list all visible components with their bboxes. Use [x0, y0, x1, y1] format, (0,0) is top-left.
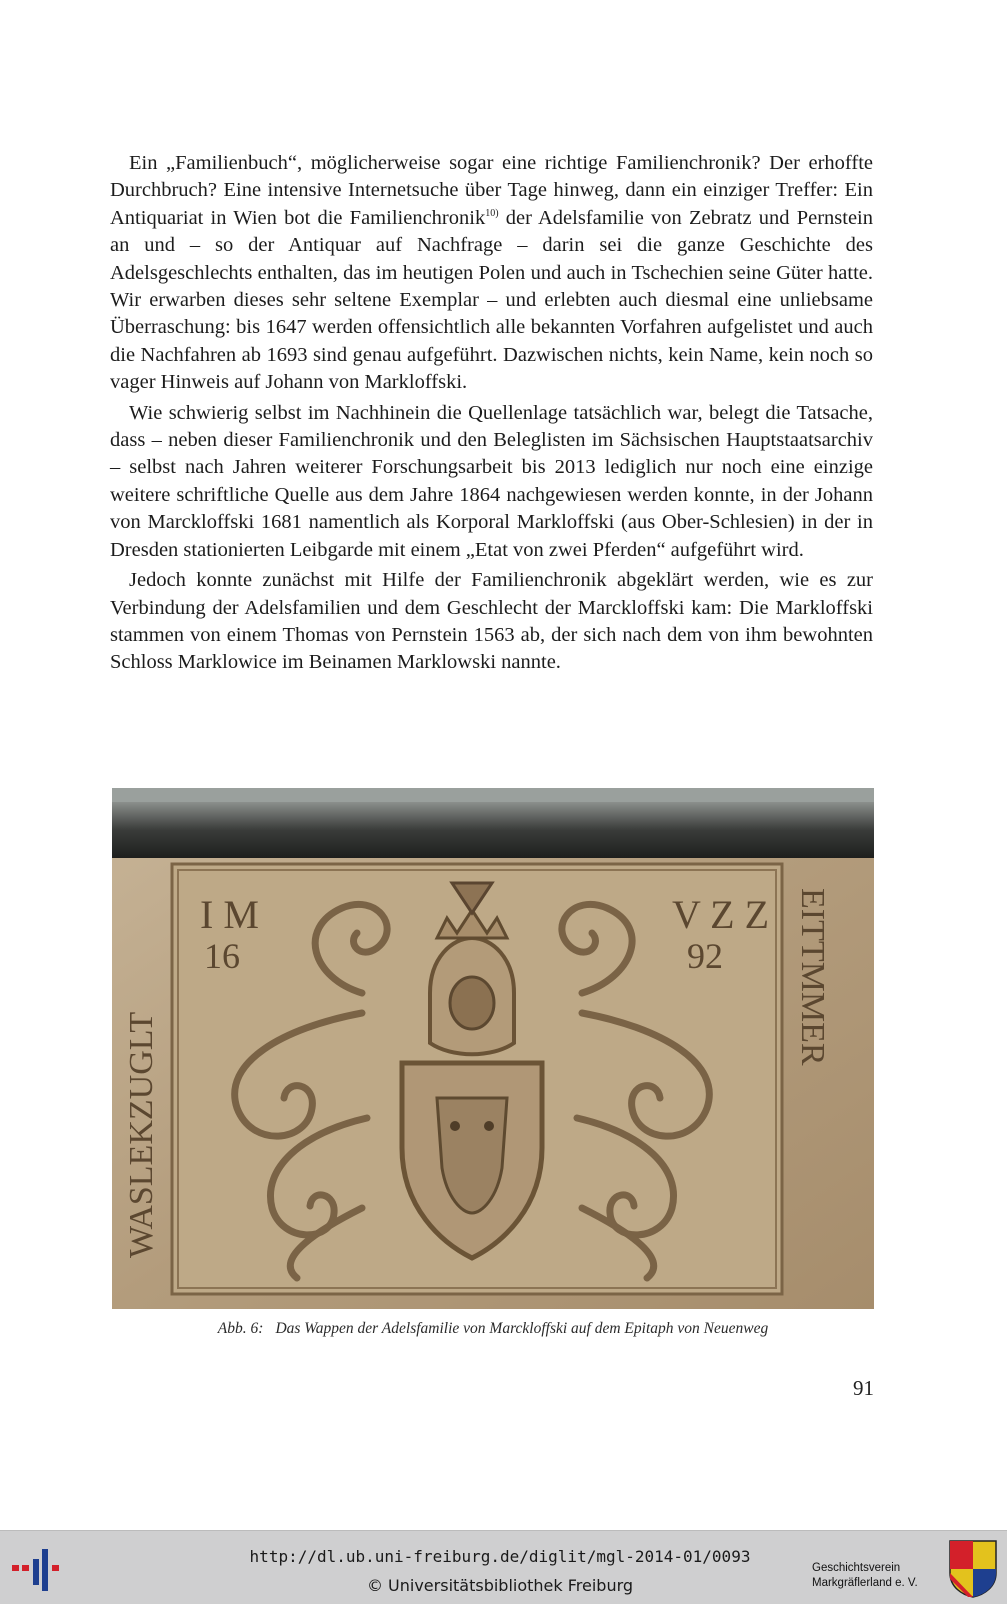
figure-caption	[112, 1320, 874, 1338]
paragraph-1-text-b: der Adelsfamilie von Zebratz und Pernstein an und – so der Antiquar auf Nachfrage – darin sei die ganze Geschichte des Adelsgeschlechts enthalten, das im heutigen Polen und auch in Tschechien seine Güter hatte. Wir erwarben dieses sehr seltene Exemplar – und erlebten auch diesmal eine unliebsame Überraschung: bis 1647 werden offensichtlich alle bekannten Vorfahren aufgelistet und auch die Nachfahren ab 1693 sind genau aufgeführt. Dazwischen nichts, kein Name, kein noch so vager Hinweis auf Johann von Markloffski.	[110, 206, 873, 394]
society-shield-icon	[948, 1539, 998, 1599]
carved-date-left: 16	[204, 936, 240, 976]
paragraph-1-text-a: Ein „Familienbuch“, möglicherweise sogar eine richtige Familienchronik? Der erhoffte Durchbruch? Eine intensive Internetsuche über Tage hinweg, dann ein einziger Treffer: Ein Antiquariat in Wien bot die Familienchronik	[110, 152, 873, 229]
figure-label: Abb. 6:	[217, 1320, 264, 1337]
figure-caption-text: Das Wappen der Adelsfamilie von Marckloffski auf dem Epitaph von Neuenweg	[275, 1320, 769, 1337]
carved-initials-right: V Z Z	[672, 892, 770, 937]
society-name-line2: Markgräflerland e. V.	[812, 1577, 918, 1589]
coat-of-arms-relief	[112, 788, 874, 1309]
paragraph-2: Wie schwierig selbst im Nachhinein die Quellenlage tatsächlich war, belegt die Tatsache, dass – neben dieser Familienchronik und den Beleglisten im Sächsischen Hauptstaatsarchiv – selbst nach Jahren weiterer Forschungsarbeit bis 2013 lediglich nur noch eine einzige weitere schriftliche Quelle aus dem Jahre 1864 nachgewiesen werden konnte, in der Johann von Marckloffski 1681 namentlich als Korporal Markloffski (aus Ober-Schlesien) in der in Dresden stationierten Leibgarde mit einem „Etat von zwei Pferden“ aufgeführt wird.	[110, 401, 873, 561]
carved-initials-left: I M	[200, 892, 259, 937]
body-text	[110, 150, 873, 680]
ub-freiburg-logo-icon	[12, 1545, 64, 1591]
carved-date-right: 92	[687, 936, 723, 976]
page-number: 91	[853, 1376, 874, 1400]
epitaph-photo	[112, 788, 874, 1309]
border-inscription-left: WASLEKZUGLT	[123, 1011, 160, 1258]
paragraph-3: Jedoch konnte zunächst mit Hilfe der Familienchronik abgeklärt werden, wie es zur Verbindung der Adelsfamilien und dem Geschlecht der Marckloffski kam: Die Markloffski stammen von einem Thomas von Pernstein 1563 ab, der sich nach dem von ihm bewohnten Schloss Marklowice im Beinamen Marklowski nannte.	[110, 569, 873, 674]
copyright-notice: © Universitätsbibliothek Freiburg	[366, 1576, 634, 1595]
library-footer	[0, 1530, 1007, 1604]
society-name	[812, 1561, 952, 1591]
border-inscription-right: EITTMMER	[794, 888, 831, 1066]
society-name-line1: Geschichtsverein	[812, 1562, 901, 1574]
paragraph-1	[110, 150, 873, 397]
footnote-ref[interactable]: 10)	[485, 207, 499, 219]
document-url[interactable]: http://dl.ub.uni-freiburg.de/diglit/mgl-2014-01/0093	[249, 1547, 751, 1566]
